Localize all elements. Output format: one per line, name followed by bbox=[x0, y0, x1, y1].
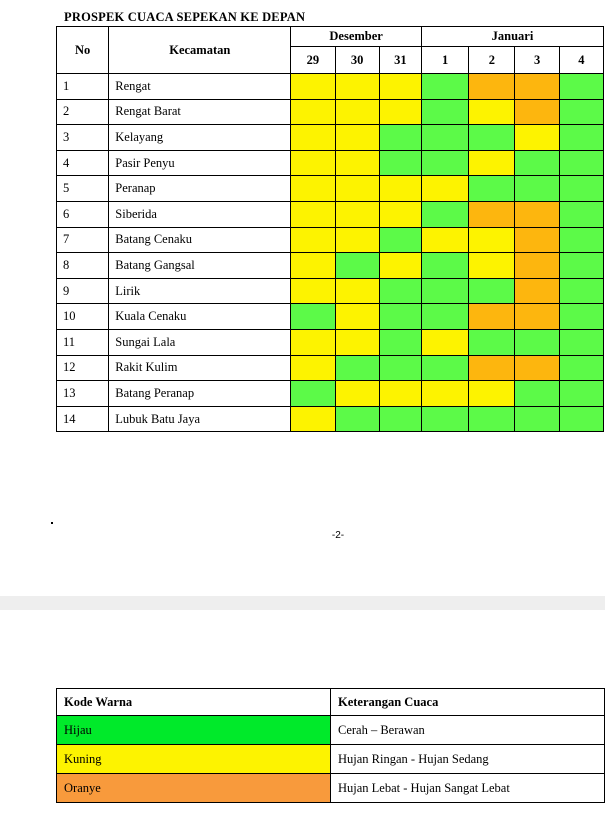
header-kecamatan: Kecamatan bbox=[109, 27, 291, 74]
forecast-cell-kuning bbox=[291, 253, 335, 279]
forecast-cell-kuning bbox=[335, 125, 379, 151]
forecast-cell-kuning bbox=[379, 74, 421, 100]
forecast-cell-hijau bbox=[559, 304, 603, 330]
row-number: 6 bbox=[57, 201, 109, 227]
forecast-cell-hijau bbox=[559, 99, 603, 125]
forecast-cell-oranye bbox=[515, 99, 559, 125]
forecast-cell-kuning bbox=[335, 227, 379, 253]
row-number: 12 bbox=[57, 355, 109, 381]
forecast-cell-hijau bbox=[559, 406, 603, 432]
row-number: 4 bbox=[57, 150, 109, 176]
forecast-cell-hijau bbox=[291, 304, 335, 330]
legend-code: Kuning bbox=[57, 745, 331, 774]
header-day: 3 bbox=[515, 47, 559, 74]
forecast-cell-oranye bbox=[469, 201, 515, 227]
table-row bbox=[57, 381, 604, 407]
table-row bbox=[57, 176, 604, 202]
forecast-cell-hijau bbox=[469, 406, 515, 432]
forecast-cell-hijau bbox=[421, 201, 468, 227]
legend-desc: Cerah – Berawan bbox=[331, 716, 605, 745]
header-day: 30 bbox=[335, 47, 379, 74]
legend-desc: Hujan Ringan - Hujan Sedang bbox=[331, 745, 605, 774]
header-day: 29 bbox=[291, 47, 335, 74]
table-row bbox=[57, 227, 604, 253]
table-row bbox=[57, 278, 604, 304]
forecast-cell-hijau bbox=[421, 125, 468, 151]
header-day: 31 bbox=[379, 47, 421, 74]
forecast-cell-hijau bbox=[379, 406, 421, 432]
kecamatan-name: Lubuk Batu Jaya bbox=[109, 406, 291, 432]
forecast-cell-hijau bbox=[559, 278, 603, 304]
forecast-cell-oranye bbox=[515, 304, 559, 330]
forecast-cell-hijau bbox=[515, 406, 559, 432]
forecast-cell-kuning bbox=[291, 99, 335, 125]
table-row bbox=[57, 406, 604, 432]
legend-table bbox=[56, 688, 605, 803]
forecast-cell-kuning bbox=[291, 227, 335, 253]
forecast-cell-kuning bbox=[335, 201, 379, 227]
table-row bbox=[57, 304, 604, 330]
row-number: 7 bbox=[57, 227, 109, 253]
forecast-cell-hijau bbox=[559, 150, 603, 176]
legend-row-kuning bbox=[57, 745, 605, 774]
forecast-cell-hijau bbox=[421, 304, 468, 330]
forecast-cell-kuning bbox=[469, 150, 515, 176]
forecast-cell-kuning bbox=[379, 176, 421, 202]
forecast-cell-hijau bbox=[335, 355, 379, 381]
forecast-cell-kuning bbox=[291, 125, 335, 151]
header-month-januari: Januari bbox=[421, 27, 603, 47]
row-number: 14 bbox=[57, 406, 109, 432]
table-row bbox=[57, 253, 604, 279]
forecast-cell-hijau bbox=[421, 99, 468, 125]
forecast-cell-hijau bbox=[469, 278, 515, 304]
forecast-cell-kuning bbox=[291, 355, 335, 381]
forecast-cell-oranye bbox=[469, 74, 515, 100]
forecast-cell-hijau bbox=[379, 227, 421, 253]
forecast-cell-kuning bbox=[469, 227, 515, 253]
table-row bbox=[57, 201, 604, 227]
legend-code: Oranye bbox=[57, 774, 331, 803]
forecast-cell-hijau bbox=[559, 355, 603, 381]
forecast-cell-kuning bbox=[335, 99, 379, 125]
forecast-cell-kuning bbox=[379, 253, 421, 279]
forecast-cell-hijau bbox=[335, 406, 379, 432]
kecamatan-name: Kelayang bbox=[109, 125, 291, 151]
forecast-cell-kuning bbox=[515, 125, 559, 151]
forecast-cell-kuning bbox=[291, 176, 335, 202]
forecast-cell-kuning bbox=[421, 381, 468, 407]
forecast-cell-hijau bbox=[515, 176, 559, 202]
page-number: -2- bbox=[331, 530, 345, 541]
forecast-cell-hijau bbox=[559, 125, 603, 151]
forecast-cell-kuning bbox=[469, 381, 515, 407]
forecast-cell-hijau bbox=[291, 381, 335, 407]
forecast-cell-kuning bbox=[291, 278, 335, 304]
forecast-cell-hijau bbox=[469, 329, 515, 355]
row-number: 9 bbox=[57, 278, 109, 304]
forecast-cell-kuning bbox=[469, 253, 515, 279]
page-separator bbox=[0, 596, 605, 610]
header-no: No bbox=[57, 27, 109, 74]
forecast-cell-hijau bbox=[469, 125, 515, 151]
table-row bbox=[57, 99, 604, 125]
row-number: 5 bbox=[57, 176, 109, 202]
legend-row-hijau bbox=[57, 716, 605, 745]
kecamatan-name: Rengat bbox=[109, 74, 291, 100]
row-number: 11 bbox=[57, 329, 109, 355]
kecamatan-name: Batang Cenaku bbox=[109, 227, 291, 253]
table-row bbox=[57, 150, 604, 176]
forecast-cell-kuning bbox=[335, 74, 379, 100]
kecamatan-name: Kuala Cenaku bbox=[109, 304, 291, 330]
legend-header-desc: Keterangan Cuaca bbox=[331, 689, 605, 716]
forecast-cell-hijau bbox=[379, 355, 421, 381]
legend-row-oranye bbox=[57, 774, 605, 803]
forecast-cell-hijau bbox=[421, 355, 468, 381]
kecamatan-name: Siberida bbox=[109, 201, 291, 227]
forecast-cell-hijau bbox=[559, 329, 603, 355]
forecast-cell-oranye bbox=[469, 304, 515, 330]
kecamatan-name: Peranap bbox=[109, 176, 291, 202]
forecast-cell-oranye bbox=[515, 253, 559, 279]
forecast-cell-hijau bbox=[559, 227, 603, 253]
row-number: 10 bbox=[57, 304, 109, 330]
forecast-cell-hijau bbox=[421, 278, 468, 304]
table-row bbox=[57, 125, 604, 151]
kecamatan-name: Rakit Kulim bbox=[109, 355, 291, 381]
stray-dot bbox=[51, 522, 53, 524]
table-row bbox=[57, 74, 604, 100]
kecamatan-name: Rengat Barat bbox=[109, 99, 291, 125]
forecast-cell-kuning bbox=[421, 176, 468, 202]
forecast-cell-hijau bbox=[379, 329, 421, 355]
header-day: 4 bbox=[559, 47, 603, 74]
forecast-cell-kuning bbox=[379, 381, 421, 407]
row-number: 1 bbox=[57, 74, 109, 100]
forecast-cell-kuning bbox=[379, 201, 421, 227]
header-day: 1 bbox=[421, 47, 468, 74]
forecast-cell-hijau bbox=[421, 406, 468, 432]
forecast-cell-hijau bbox=[379, 304, 421, 330]
row-number: 8 bbox=[57, 253, 109, 279]
table-row bbox=[57, 329, 604, 355]
forecast-cell-hijau bbox=[559, 253, 603, 279]
header-day: 2 bbox=[469, 47, 515, 74]
forecast-cell-hijau bbox=[559, 381, 603, 407]
forecast-table bbox=[56, 26, 604, 432]
forecast-cell-kuning bbox=[335, 329, 379, 355]
forecast-cell-hijau bbox=[469, 176, 515, 202]
forecast-cell-oranye bbox=[515, 227, 559, 253]
forecast-body bbox=[57, 74, 604, 432]
row-number: 3 bbox=[57, 125, 109, 151]
forecast-cell-hijau bbox=[559, 74, 603, 100]
forecast-cell-hijau bbox=[515, 381, 559, 407]
kecamatan-name: Batang Peranap bbox=[109, 381, 291, 407]
forecast-cell-kuning bbox=[335, 304, 379, 330]
forecast-cell-oranye bbox=[515, 355, 559, 381]
forecast-cell-hijau bbox=[379, 125, 421, 151]
forecast-cell-kuning bbox=[335, 150, 379, 176]
forecast-cell-kuning bbox=[291, 201, 335, 227]
forecast-cell-hijau bbox=[379, 150, 421, 176]
forecast-cell-kuning bbox=[291, 74, 335, 100]
forecast-cell-hijau bbox=[421, 74, 468, 100]
forecast-cell-hijau bbox=[559, 201, 603, 227]
legend-header-code: Kode Warna bbox=[57, 689, 331, 716]
forecast-cell-kuning bbox=[335, 176, 379, 202]
legend-code: Hijau bbox=[57, 716, 331, 745]
forecast-cell-hijau bbox=[559, 176, 603, 202]
kecamatan-name: Lirik bbox=[109, 278, 291, 304]
kecamatan-name: Pasir Penyu bbox=[109, 150, 291, 176]
forecast-cell-hijau bbox=[515, 150, 559, 176]
row-number: 13 bbox=[57, 381, 109, 407]
kecamatan-name: Sungai Lala bbox=[109, 329, 291, 355]
forecast-cell-hijau bbox=[379, 278, 421, 304]
forecast-cell-kuning bbox=[335, 381, 379, 407]
forecast-cell-oranye bbox=[515, 74, 559, 100]
row-number: 2 bbox=[57, 99, 109, 125]
legend-desc: Hujan Lebat - Hujan Sangat Lebat bbox=[331, 774, 605, 803]
kecamatan-name: Batang Gangsal bbox=[109, 253, 291, 279]
forecast-cell-kuning bbox=[379, 99, 421, 125]
forecast-cell-oranye bbox=[515, 278, 559, 304]
header-month-desember: Desember bbox=[291, 27, 422, 47]
forecast-cell-kuning bbox=[421, 329, 468, 355]
page-title: PROSPEK CUACA SEPEKAN KE DEPAN bbox=[64, 10, 306, 24]
forecast-cell-hijau bbox=[421, 150, 468, 176]
forecast-cell-kuning bbox=[291, 406, 335, 432]
forecast-cell-hijau bbox=[335, 253, 379, 279]
forecast-cell-kuning bbox=[291, 329, 335, 355]
forecast-cell-hijau bbox=[515, 329, 559, 355]
forecast-cell-hijau bbox=[421, 253, 468, 279]
forecast-cell-kuning bbox=[421, 227, 468, 253]
forecast-cell-kuning bbox=[291, 150, 335, 176]
forecast-cell-kuning bbox=[469, 99, 515, 125]
forecast-cell-oranye bbox=[469, 355, 515, 381]
forecast-cell-kuning bbox=[335, 278, 379, 304]
table-row bbox=[57, 355, 604, 381]
forecast-cell-oranye bbox=[515, 201, 559, 227]
